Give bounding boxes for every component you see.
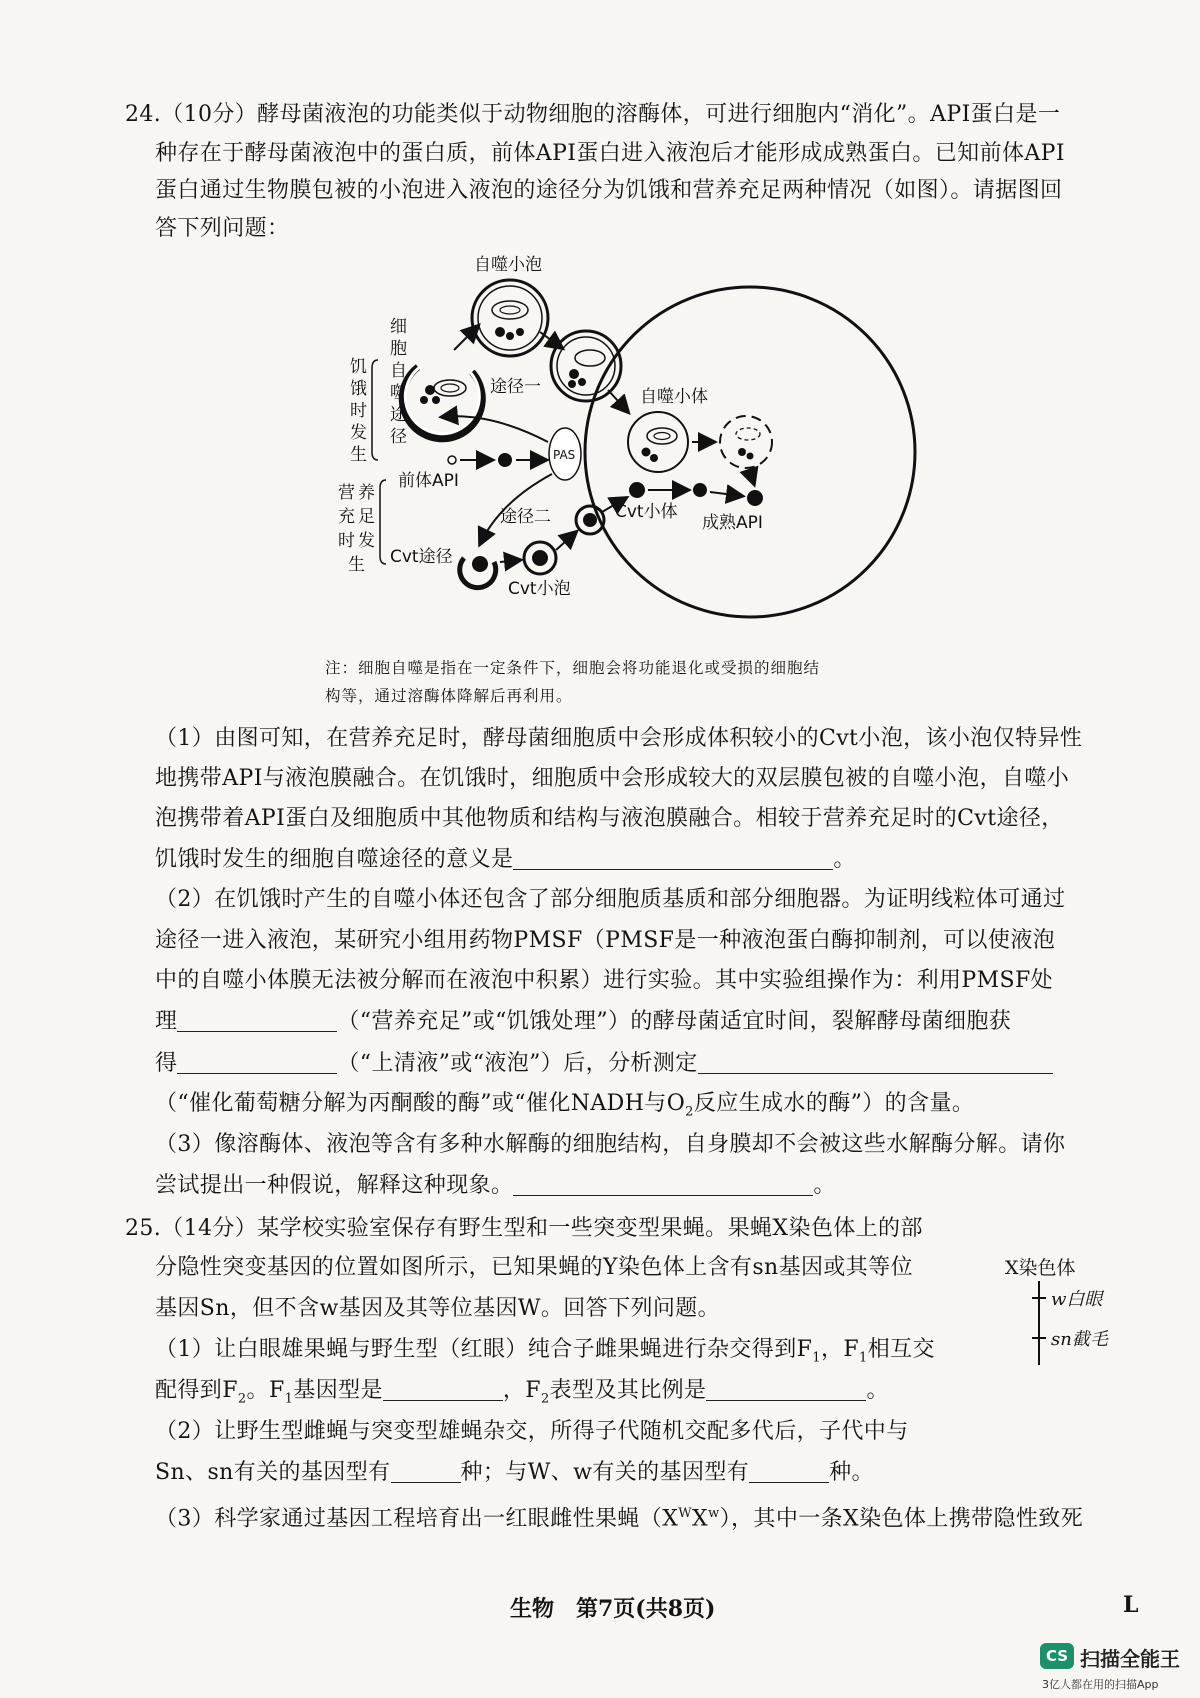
answer-blank-q25-2a[interactable]	[391, 1460, 461, 1483]
label-path-two: 途径二	[500, 507, 551, 527]
scanner-name: 扫描全能王	[1080, 1647, 1180, 1671]
gene-sn-label: sn截毛	[1051, 1329, 1108, 1350]
scanner-tagline: 3亿人都在用的扫描App	[1042, 1678, 1159, 1691]
svg-text:足: 足	[358, 507, 375, 527]
chromosome-line	[1038, 1281, 1040, 1365]
svg-text:时: 时	[350, 401, 367, 421]
q24-line-4: 答下列问题：	[155, 216, 290, 241]
precursor-api-dot	[448, 456, 456, 464]
q25-p1-line-1: （1）让白眼雄果蝇与野生型（红眼）纯合子雌果蝇进行杂交得到$F_1$，$F_1$相互交	[155, 1337, 935, 1366]
label-precursor-api: 前体API	[398, 471, 459, 491]
answer-blank-q24-1[interactable]	[513, 847, 833, 870]
q24-line-2: 种存在于酵母菌液泡中的蛋白质，前体API蛋白进入液泡后才能形成成熟蛋白。已知前体API	[155, 141, 1065, 166]
label-cvt-body: Cvt小体	[615, 502, 678, 522]
label-nutrition-sufficient	[338, 483, 375, 575]
svg-text:生: 生	[348, 555, 365, 575]
released-api	[693, 483, 707, 497]
cvt-vesicle	[524, 542, 556, 574]
vacuole-circle	[585, 287, 915, 617]
locus-w-tick	[1032, 1297, 1046, 1299]
svg-text:细: 细	[390, 317, 407, 337]
label-path-one: 途径一	[490, 377, 541, 397]
autophagic-body	[628, 412, 688, 472]
q24-line-3: 蛋白通过生物膜包被的小泡进入液泡的途径分为饥饿和营养充足两种情况（如图）。请据图回	[155, 178, 1063, 203]
svg-text:生: 生	[350, 445, 367, 465]
label-starvation	[350, 357, 367, 465]
label-cvt-vesicle: Cvt小泡	[508, 579, 571, 599]
q24-p2-line-6: （“催化葡萄糖分解为丙酮酸的酶”或“催化NADH与$O_2$反应生成水的酶”）的含量。	[155, 1091, 975, 1120]
q25-p1-line-2: 配得到$F_2$。$F_1$基因型是 ，$F_2$表型及其比例是 。	[155, 1378, 889, 1407]
api-cluster	[498, 453, 512, 467]
q24-p1-line-4: 饥饿时发生的细胞自噬途径的意义是 。	[155, 847, 856, 872]
x-chromosome-title: X染色体	[1005, 1257, 1076, 1279]
scanner-logo: CS	[1040, 1643, 1074, 1669]
answer-blank-q24-3[interactable]	[513, 1173, 813, 1196]
svg-text:时: 时	[338, 531, 355, 551]
answer-blank-q25-2b[interactable]	[749, 1460, 829, 1483]
answer-blank-q25-1b[interactable]	[706, 1378, 866, 1401]
svg-text:饿: 饿	[350, 379, 367, 399]
diagram-note-line-2: 构等，通过溶酶体降解后再利用。	[325, 687, 573, 705]
svg-text:途: 途	[390, 405, 407, 425]
label-mature-api: 成熟API	[702, 513, 763, 533]
svg-text:胞: 胞	[390, 339, 407, 359]
x-chromosome-figure	[1005, 1253, 1155, 1373]
q24-p1-line-3: 泡携带着API蛋白及细胞质中其他物质和结构与液泡膜融合。相较于营养充足时的Cvt途径，	[155, 806, 1064, 831]
locus-sn-tick	[1032, 1337, 1046, 1339]
cvt-forming	[460, 556, 496, 588]
api-pathway-diagram	[338, 255, 1080, 662]
page-footer: 生物 第7页(共8页)	[510, 1596, 716, 1622]
degrading-body	[720, 416, 772, 468]
answer-blank-q25-1a[interactable]	[383, 1378, 503, 1401]
diagram-note-line-1: 注：细胞自噬是指在一定条件下，细胞会将功能退化或受损的细胞结	[325, 659, 821, 677]
answer-blank-q24-2a[interactable]	[177, 1009, 337, 1032]
q24-p3-line-1: （3）像溶酶体、液泡等含有多种水解酶的细胞结构，自身膜却不会被这些水解酶分解。请你	[155, 1132, 1066, 1157]
answer-blank-q24-2b[interactable]	[177, 1051, 337, 1074]
svg-text:噬: 噬	[390, 383, 407, 403]
svg-text:发: 发	[358, 531, 375, 551]
q24-p1-line-2: 地携带API与液泡膜融合。在饥饿时，细胞质中会形成较大的双层膜包被的自噬小泡，自噬小	[155, 766, 1070, 791]
q25-line-2: 分隐性突变基因的位置如图所示，已知果蝇的Y染色体上含有sn基因或其等位	[155, 1255, 913, 1280]
q24-line-1: 24.（10分）酵母菌液泡的功能类似于动物细胞的溶酶体，可进行细胞内“消化”。API蛋白是一	[125, 102, 1061, 127]
label-autophagic-vesicle: 自噬小泡	[474, 255, 542, 275]
q24-p2-line-4: 理 （“营养充足”或“饥饿处理”）的酵母菌适宜时间，裂解酵母菌细胞获	[155, 1009, 1012, 1034]
label-pas: PAS	[553, 448, 576, 462]
page-footer-mark: L	[1123, 1592, 1139, 1618]
label-cvt-path: Cvt途径	[390, 547, 453, 567]
svg-text:养: 养	[358, 483, 375, 503]
q24-p2-line-2: 途径一进入液泡，某研究小组用药物PMSF（PMSF是一种液泡蛋白酶抑制剂，可以使液泡	[155, 928, 1056, 953]
gene-w-label: w白眼	[1051, 1289, 1103, 1310]
q25-p3-line-1: （3）科学家通过基因工程培育出一红眼雌性果蝇$(X^WX^w)$，其中一条X染色体上携带隐性致死	[155, 1506, 1084, 1532]
q24-p1-line-1: （1）由图可知，在营养充足时，酵母菌细胞质中会形成体积较小的Cvt小泡，该小泡仅特异性	[155, 726, 1083, 751]
q25-line-1: 25.（14分）某学校实验室保存有野生型和一些突变型果蝇。果蝇X染色体上的部	[125, 1216, 923, 1241]
svg-text:营: 营	[338, 483, 355, 503]
svg-text:充: 充	[338, 507, 355, 527]
svg-text:径: 径	[390, 427, 407, 447]
q24-p2-line-3: 中的自噬小体膜无法被分解而在液泡中积累）进行实验。其中实验组操作为：利用PMSF处	[155, 968, 1054, 993]
q24-p2-line-5: 得 （“上清液”或“液泡”）后，分析测定	[155, 1049, 1053, 1079]
q24-p3-line-2: 尝试提出一种假说，解释这种现象。 。	[155, 1173, 836, 1198]
svg-text:饥: 饥	[350, 357, 367, 377]
svg-text:发: 发	[350, 423, 367, 443]
forming-autophagosome	[402, 367, 482, 439]
q25-line-3: 基因Sn，但不含w基因及其等位基因W。回答下列问题。	[155, 1296, 721, 1321]
q25-p2-line-1: （2）让野生型雌蝇与突变型雄蝇杂交，所得子代随机交配多代后，子代中与	[155, 1419, 909, 1444]
q25-p2-line-2: Sn、sn有关的基因型有 种；与W、w有关的基因型有 种。	[155, 1460, 874, 1485]
cvt-body-api	[629, 482, 645, 498]
answer-blank-q24-2c[interactable]	[698, 1051, 1053, 1074]
svg-text:自: 自	[390, 361, 407, 381]
autophagic-vesicle	[472, 280, 548, 356]
q24-p2-line-1: （2）在饥饿时产生的自噬小体还包含了部分细胞质基质和部分细胞器。为证明线粒体可通过	[155, 887, 1066, 912]
mature-api-dot	[747, 490, 763, 506]
label-autophagic-body: 自噬小体	[640, 387, 708, 407]
